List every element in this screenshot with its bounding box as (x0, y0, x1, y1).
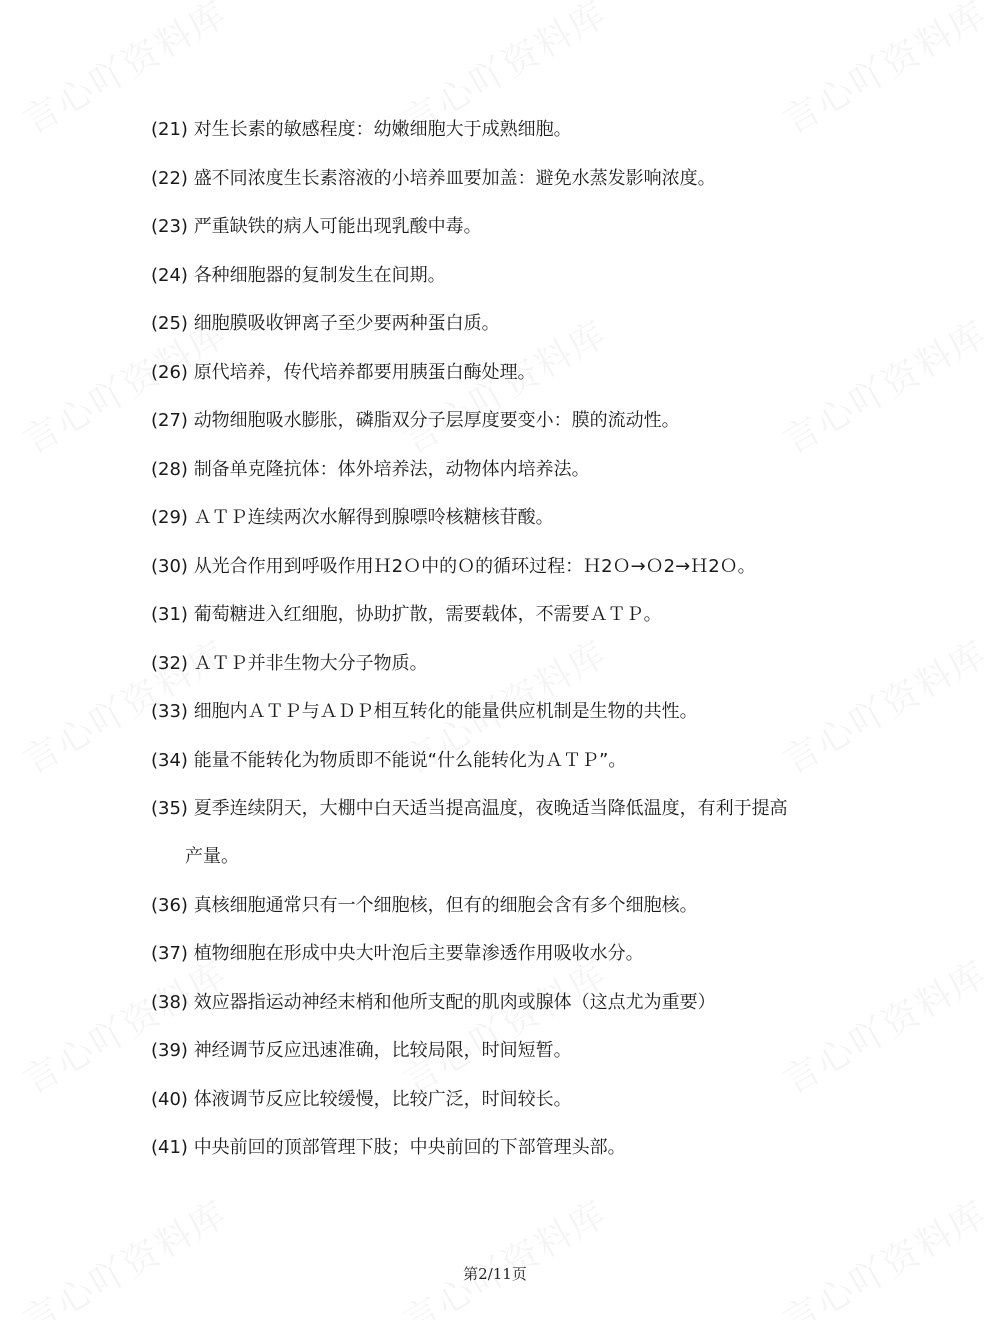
item-text: 真核细胞通常只有一个细胞核，但有的细胞会含有多个细胞核。 (193, 894, 698, 916)
item-number: (30) (151, 555, 188, 577)
item-text: 动物细胞吸水膨胀，磷脂双分子层厚度要变小：膜的流动性。 (193, 410, 680, 431)
item-number: (39) (151, 1040, 188, 1061)
list-item (151, 700, 851, 724)
list-item (151, 118, 851, 142)
list-item (151, 506, 851, 530)
item-number: (41) (151, 1137, 188, 1158)
item-text: 严重缺铁的病人可能出现乳酸中毒。 (193, 216, 482, 237)
list-item (151, 555, 851, 579)
item-number: (34) (151, 749, 188, 771)
item-text: 神经调节反应迅速准确，比较局限，时间短暂。 (193, 1040, 572, 1061)
item-text: 细胞内ＡＴＰ与ＡＤＰ相互转化的能量供应机制是生物的共性。 (193, 701, 698, 722)
item-text: 制备单克隆抗体：体外培养法，动物体内培养法。 (193, 458, 590, 480)
list-item (151, 409, 851, 433)
item-text-continuation: 产量。 (185, 846, 239, 867)
list-item (151, 264, 851, 288)
list-item (151, 1088, 851, 1112)
list-item (151, 361, 851, 385)
item-number: (40) (151, 1088, 188, 1110)
item-text: 能量不能转化为物质即不能说“什么能转化为ＡＴＰ”。 (193, 749, 627, 771)
item-number: (31) (151, 604, 188, 625)
item-text: 植物细胞在形成中央大叶泡后主要靠渗透作用吸收水分。 (193, 943, 644, 964)
item-number: (36) (151, 894, 188, 916)
item-text: 体液调节反应比较缓慢，比较广泛，时间较长。 (193, 1088, 572, 1110)
list-item (151, 1039, 851, 1063)
list-item (151, 603, 851, 627)
item-text: 效应器指运动神经末梢和他所支配的肌肉或腺体（这点尤为重要） (193, 991, 716, 1013)
item-text: 对生长素的敏感程度：幼嫩细胞大于成熟细胞。 (193, 119, 572, 140)
item-number: (29) (151, 507, 188, 528)
list-item (151, 894, 851, 918)
item-number: (26) (151, 361, 188, 383)
watermark (13, 1186, 236, 1320)
item-number: (21) (151, 119, 188, 140)
item-number: (33) (151, 701, 188, 722)
list-item (151, 215, 851, 239)
list-item (151, 312, 851, 336)
list-item (151, 991, 851, 1015)
list-item (151, 1136, 851, 1160)
item-number: (22) (151, 167, 188, 189)
item-number: (27) (151, 410, 188, 431)
list-item (151, 167, 851, 191)
item-text: 葡萄糖进入红细胞，协助扩散，需要载体，不需要ＡＴＰ。 (193, 604, 662, 625)
list-item (151, 652, 851, 676)
list-item (151, 749, 851, 773)
list-item (151, 797, 851, 869)
item-text: 细胞膜吸收钾离子至少要两种蛋白质。 (193, 313, 500, 334)
item-text: 夏季连续阴天，大棚中白天适当提高温度，夜晚适当降低温度，有利于提高 (193, 798, 788, 819)
item-number: (37) (151, 943, 188, 964)
item-number: (23) (151, 216, 188, 237)
page-number: 第2/11页 (463, 1265, 527, 1283)
item-number: (32) (151, 652, 188, 674)
document-body (151, 118, 851, 1185)
item-text: 中央前回的顶部管理下肢；中央前回的下部管理头部。 (193, 1137, 626, 1158)
list-item (151, 942, 851, 966)
item-number: (38) (151, 991, 188, 1013)
list-item (151, 458, 851, 482)
page-footer (0, 1263, 990, 1284)
item-text: ＡＴＰ并非生物大分子物质。 (193, 652, 428, 674)
item-text: 盛不同浓度生长素溶液的小培养皿要加盖：避免水蒸发影响浓度。 (193, 167, 716, 189)
item-number: (28) (151, 458, 188, 480)
watermark (393, 1186, 616, 1320)
item-text: ＡＴＰ连续两次水解得到腺嘌呤核糖核苷酸。 (193, 507, 554, 528)
item-text: 原代培养，传代培养都要用胰蛋白酶处理。 (193, 361, 536, 383)
item-number: (35) (151, 798, 188, 819)
item-number: (24) (151, 264, 188, 286)
item-text: 从光合作用到呼吸作用Ｈ2Ｏ中的Ｏ的循环过程：Ｈ2Ｏ→Ｏ2→Ｈ2Ｏ。 (193, 555, 756, 577)
watermark (773, 1186, 990, 1320)
item-text: 各种细胞器的复制发生在间期。 (193, 264, 446, 286)
item-number: (25) (151, 313, 188, 334)
